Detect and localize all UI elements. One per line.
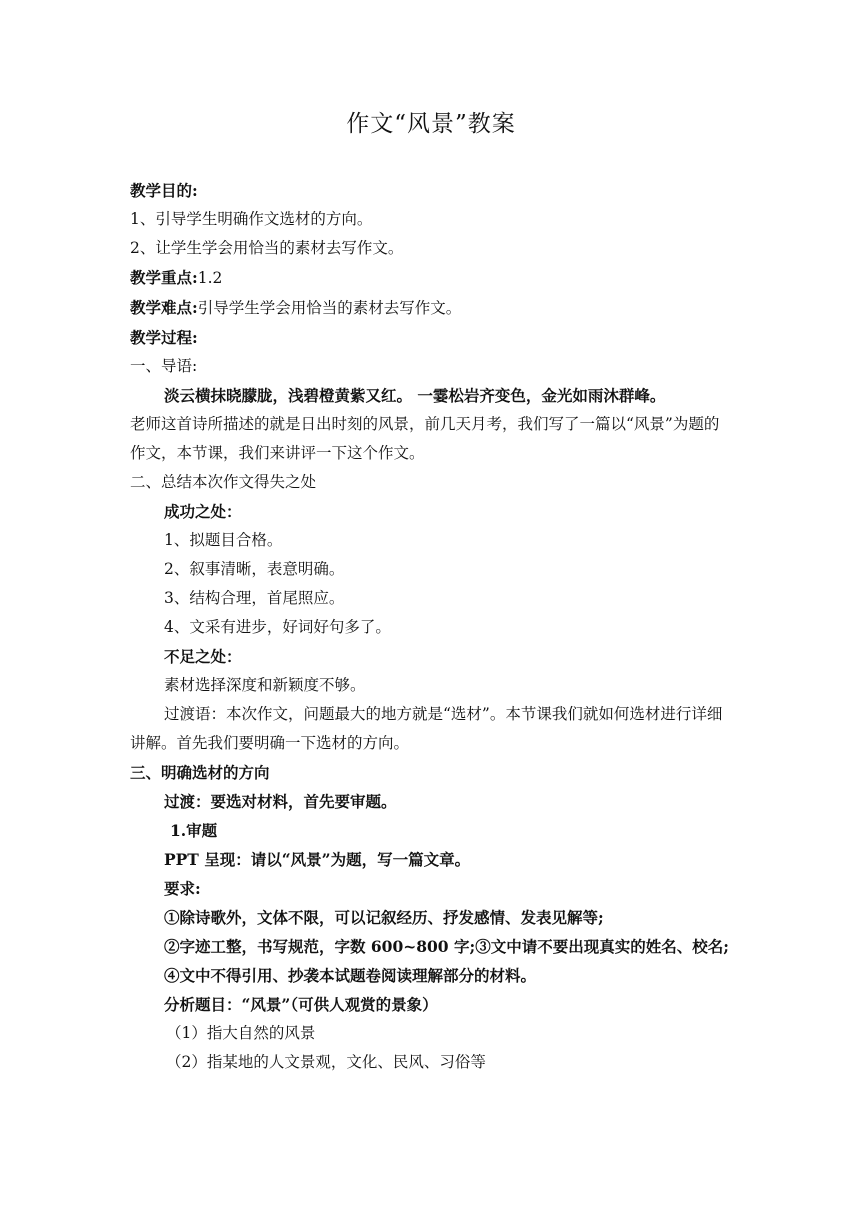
document-title: 作文“风景”教案 xyxy=(346,111,516,137)
process-heading: 教学过程: xyxy=(130,328,198,347)
success-item: 2、叙事清晰，表意明确。 xyxy=(164,560,345,578)
requirement-1: ①除诗歌外，文体不限，可以记叙经历、抒发感情、发表见解等; xyxy=(164,908,604,927)
intro-text: 老师这首诗所描述的就是日出时刻的风景，前几天月考，我们写了一篇以“风景”为题的作文，本节课，我们来讲评一下这个作文。 xyxy=(130,415,720,462)
subheading-review: 1.审题 xyxy=(170,821,218,840)
success-item: 3、结构合理，首尾照应。 xyxy=(164,589,345,607)
difficulty-label: 教学难点: xyxy=(130,298,198,317)
ppt-prompt: PPT 呈现：请以“风景”为题，写一篇文章。 xyxy=(164,850,471,869)
key-points-line xyxy=(130,263,732,293)
transition-text: 过渡语：本次作文，问题最大的地方就是“选材”。本节课我们就如何选材进行详细讲解。首先我们要明确一下选材的方向。 xyxy=(130,705,723,752)
key-points-label: 教学重点: xyxy=(130,268,198,287)
objective-item-2: 2、让学生学会用恰当的素材去写作文。 xyxy=(130,239,404,257)
summary-heading: 二、总结本次作文得失之处 xyxy=(130,473,317,491)
weakness-label: 不足之处： xyxy=(164,647,242,666)
success-label: 成功之处： xyxy=(164,502,242,521)
difficulty-line xyxy=(130,293,732,323)
intro-heading: 一、导语: xyxy=(130,357,198,375)
key-points-value: 1.2 xyxy=(197,269,223,287)
requirement-2: ②字迹工整，书写规范，字数 600~800 字;③文中请不要出现真实的姓名、校名; xyxy=(164,937,729,956)
analysis-point-2: （2）指某地的人文景观，文化、民风、习俗等 xyxy=(166,1053,486,1071)
analysis-line: 分析题目：“风景”（可供人观赏的景象） xyxy=(164,995,438,1014)
direction-heading: 三、明确选材的方向 xyxy=(130,763,270,782)
direction-transition: 过渡：要选对材料，首先要审题。 xyxy=(164,792,397,811)
difficulty-value: 引导学生学会用恰当的素材去写作文。 xyxy=(197,299,462,317)
intro-poem: 淡云横抹晓朦胧，浅碧橙黄紫又红。 一霎松岩齐变色，金光如雨沐群峰。 xyxy=(164,386,666,405)
weakness-text: 素材选择深度和新颖度不够。 xyxy=(164,676,366,694)
success-item: 1、拟题目合格。 xyxy=(164,531,283,549)
success-item: 4、文采有进步，好词好句多了。 xyxy=(164,618,391,636)
requirements-label: 要求: xyxy=(164,879,201,898)
requirement-3: ④文中不得引用、抄袭本试题卷阅读理解部分的材料。 xyxy=(164,966,537,985)
analysis-point-1: （1）指大自然的风景 xyxy=(166,1024,316,1042)
objectives-heading: 教学目的: xyxy=(130,181,198,200)
objective-item-1: 1、引导学生明确作文选材的方向。 xyxy=(130,210,373,228)
